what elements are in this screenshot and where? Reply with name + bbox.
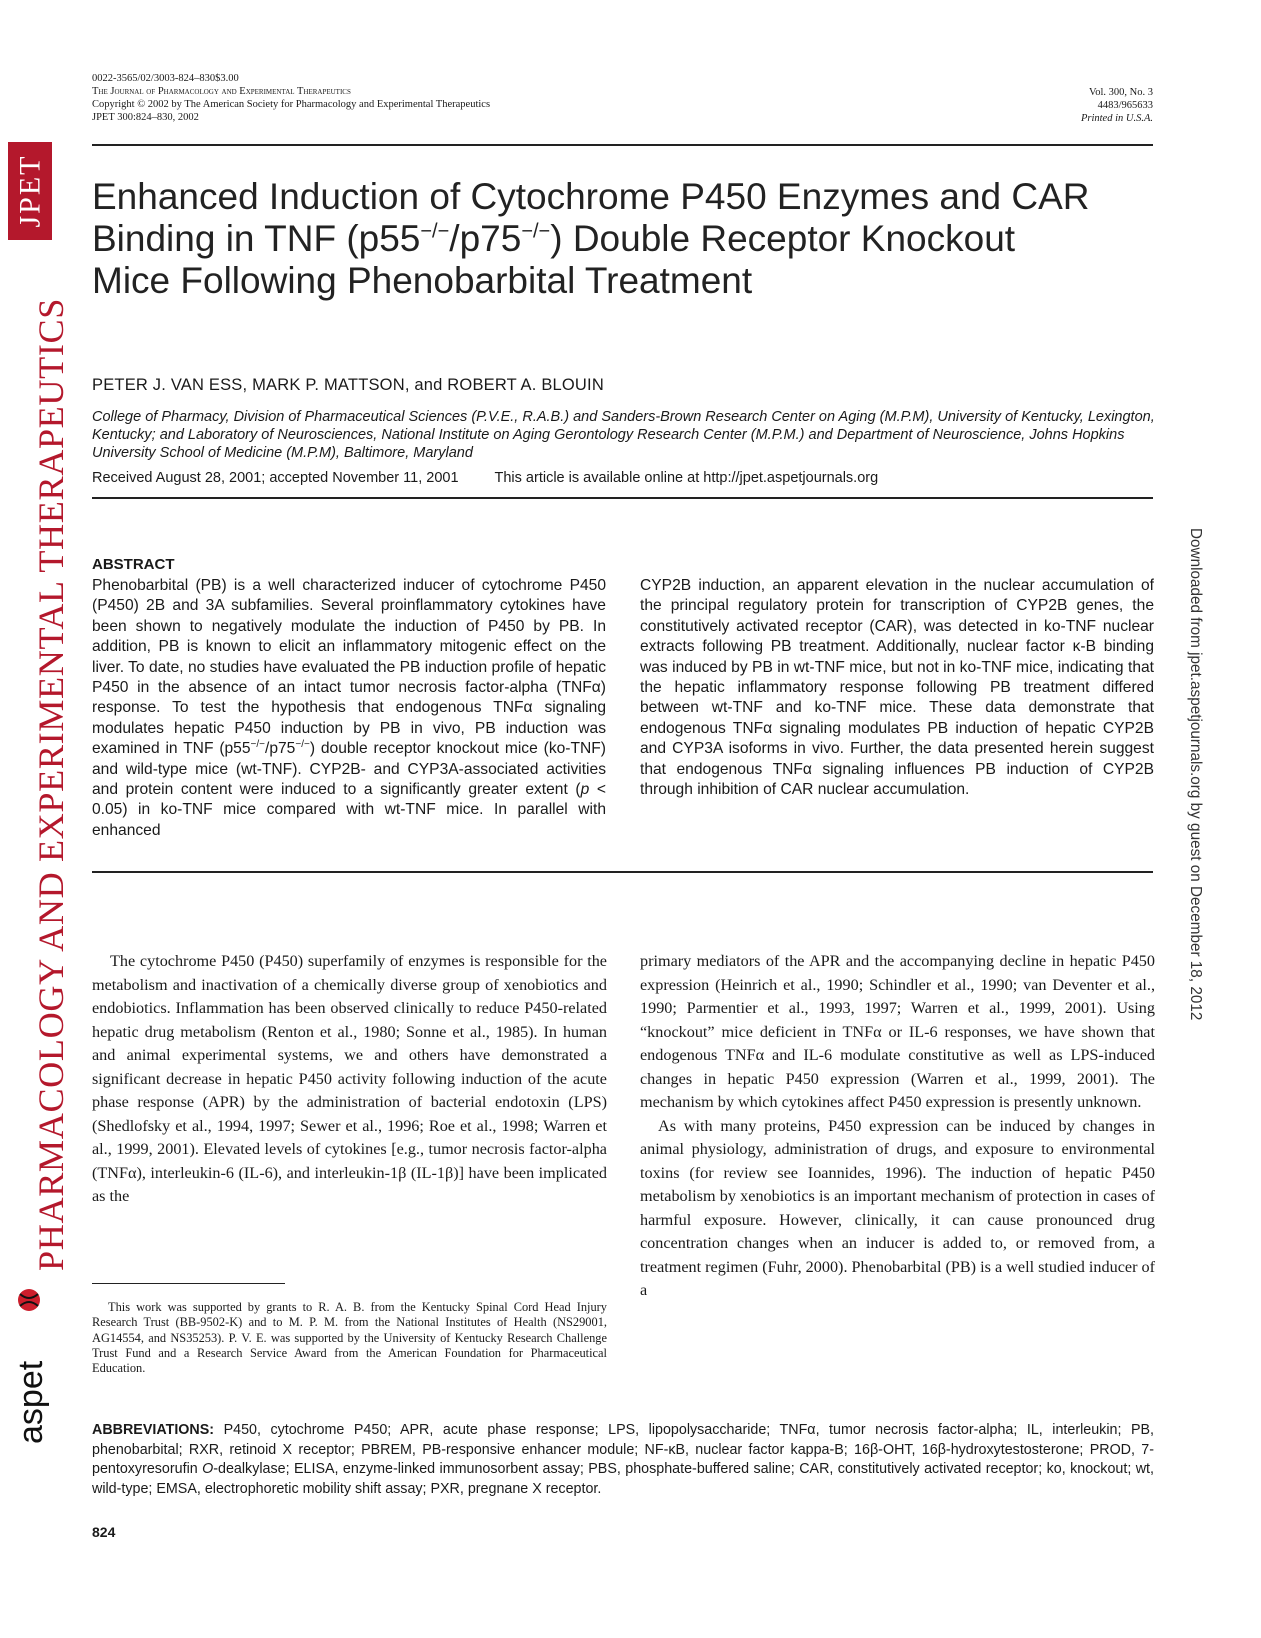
dates-line bbox=[92, 470, 878, 486]
header-copyright: Copyright © 2002 by The American Society for Pharmacology and Experimental Therapeutics bbox=[92, 99, 491, 110]
body-right-column bbox=[640, 950, 1155, 1303]
logo-globe-icon bbox=[18, 1289, 40, 1311]
abstract-left-column: Phenobarbital (PB) is a well characterized inducer of cytochrome P450 (P450) 2B and 3A subfamilies. Several proinflammatory cytokines have been shown to negatively modulate the induction of P450 by PB. In addition, PB is known to elicit an inflammatory mitogenic effect on the liver. To date, no studies have evaluated the PB induction profile of hepatic P450 in the absence of an intact tumor necrosis factor-alpha (TNFα) response. To test the hypothesis that endogenous TNFα signaling modulates hepatic P450 induction by PB in vivo, PB induction was examined in TNF (p55−/−/p75−/−) double receptor knockout mice (ko-TNF) and wild-type mice (wt-TNF). CYP2B- and CYP3A-associated activities and protein content were induced to a significantly greater extent (p < 0.05) in ko-TNF mice compared with wt-TNF mice. In parallel with enhanced bbox=[92, 577, 606, 839]
footnote-rule bbox=[92, 1283, 285, 1284]
body-left-column bbox=[92, 950, 607, 1209]
title-rule bbox=[92, 497, 1153, 499]
download-watermark: Downloaded from jpet.aspetjournals.org by guest on December 18, 2012 bbox=[1187, 528, 1204, 1021]
body-paragraph: primary mediators of the APR and the accompanying decline in hepatic P450 expression (Heinrich et al., 1990; Schindler et al., 1990; van Deventer et al., 1990; Parmentier et al., 1993, 1997; Warren et al., 1999, 2001). Using “knockout” mice deficient in TNFα or IL-6 responses, we have shown that endogenous TNFα and IL-6 modulate constitutive as well as LPS-induced changes in hepatic P450 expression (Warren et al., 1999, 2001). The mechanism by which cytokines affect P450 expression is presently unknown. bbox=[640, 952, 1155, 1111]
header-citation: JPET 300:824–830, 2002 bbox=[92, 112, 199, 123]
funding-footnote: This work was supported by grants to R. A. B. from the Kentucky Spinal Cord Head Injury Research Trust (BB-9502-K) and to M. P. M. from the National Institutes of Health (NS29001, AG14554, and NS35253). P. V. E. was supported by the University of Kentucky Research Challenge Trust Fund and a Research Service Award from the American Foundation for Pharmaceutical Education. bbox=[92, 1300, 607, 1376]
jpet-badge: JPET bbox=[13, 154, 47, 228]
journal-name-vertical: PHARMACOLOGY AND EXPERIMENTAL THERAPEUTICS bbox=[31, 298, 71, 1271]
logo-wordmark: aspet bbox=[12, 1360, 50, 1444]
affiliations: College of Pharmacy, Division of Pharmaceutical Sciences (P.V.E., R.A.B.) and Sanders-Brown Research Center on Aging (M.P.M), University of Kentucky, Lexington, Kentucky; and Laboratory of Neurosciences, National Institute on Aging Gerontology Research Center (M.P.M.) and Department of Neuroscience, Johns Hopkins University School of Medicine (M.P.M), Baltimore, Maryland bbox=[92, 409, 1155, 461]
header-printed: Printed in U.S.A. bbox=[1080, 113, 1153, 124]
abbreviations: ABBREVIATIONS: P450, cytochrome P450; APR, acute phase response; LPS, lipopolysaccharide; TNFα, tumor necrosis factor-alpha; IL, interleukin; PB, phenobarbital; RXR, retinoid X receptor; PBREM, PB-responsive enhancer module; NF-κB, nuclear factor kappa-B; 16β-OHT, 16β-hydroxytestosterone; PROD, 7-pentoxyresorufin O-dealkylase; ELISA, enzyme-linked immunosorbent assay; PBS, phosphate-buffered saline; CAR, constitutively activated receptor; ko, knockout; wt, wild-type; EMSA, electrophoretic mobility shift assay; PXR, pregnane X receptor. bbox=[92, 1422, 1155, 1497]
header-article-id: 4483/965633 bbox=[1097, 100, 1153, 111]
abstract-heading: ABSTRACT bbox=[92, 556, 175, 573]
online-availability: This article is available online at http://jpet.aspetjournals.org bbox=[494, 470, 879, 486]
received-dates: Received August 28, 2001; accepted November 11, 2001 bbox=[92, 470, 459, 486]
aspet-logo-icon bbox=[4, 1282, 54, 1452]
page-number: 824 bbox=[92, 1524, 116, 1540]
body-paragraph: As with many proteins, P450 expression can be induced by changes in animal physiology, administration of drugs, and exposure to environmental toxins (for review see Ioannides, 1996). The induction of hepatic P450 metabolism by xenobiotics is an important mechanism of protection in cases of harmful exposure. However, clinically, it can cause pronounced drug concentration changes when an inducer is added to, or removed from, a treatment regimen (Fuhr, 2000). Phenobarbital (PB) is a well studied inducer of a bbox=[640, 1116, 1155, 1299]
header-volume: Vol. 300, No. 3 bbox=[1089, 87, 1153, 98]
abstract-right-column: CYP2B induction, an apparent elevation in the nuclear accumulation of the principal regulatory protein for transcription of CYP2B genes, the constitutively activated receptor (CAR), was detected in ko-TNF nuclear extracts following PB treatment. Additionally, nuclear factor κ-B binding was induced by PB in wt-TNF mice, but not in ko-TNF mice, indicating that the hepatic inflammatory response following PB treatment differed between wt-TNF and ko-TNF mice. These data demonstrate that endogenous TNFα signaling modulates PB induction of hepatic CYP2B and CYP3A isoforms in vivo. Further, the data presented herein suggest that endogenous TNFα signaling influences PB induction of CYP2B through inhibition of CAR nuclear accumulation. bbox=[640, 577, 1154, 799]
author-list: PETER J. VAN ESS, MARK P. MATTSON, and ROBERT A. BLOUIN bbox=[92, 376, 604, 394]
header-rule bbox=[92, 144, 1153, 146]
running-header-left bbox=[92, 72, 490, 124]
aspet-logo bbox=[4, 1282, 54, 1452]
header-issn: 0022-3565/02/3003-824–830$3.00 bbox=[92, 73, 239, 84]
body-paragraph: The cytochrome P450 (P450) superfamily of enzymes is responsible for the metabolism and inactivation of a chemically diverse group of xenobiotics and endobiotics. Inflammation has been observed clinically to reduce P450-related hepatic drug metabolism (Renton et al., 1980; Sonne et al., 1985). In human and animal experimental systems, we and others have demonstrated a significant decrease in hepatic P450 activity following induction of the acute phase response (APR) by the administration of bacterial endotoxin (LPS) (Shedlofsky et al., 1994, 1997; Sewer et al., 1996; Roe et al., 1998; Warren et al., 1999, 2001). Elevated levels of cytokines [e.g., tumor necrosis factor-alpha (TNFα), interleukin-6 (IL-6), and interleukin-1β (IL-1β)] have been implicated as the bbox=[92, 952, 607, 1205]
running-header-right bbox=[1081, 86, 1153, 125]
header-journal: The Journal of Pharmacology and Experimental Therapeutics bbox=[92, 86, 351, 97]
article-title: Enhanced Induction of Cytochrome P450 Enzymes and CAR Binding in TNF (p55−/−/p75−/−) Double Receptor Knockout Mice Following Phenobarbital Treatment bbox=[92, 176, 1090, 301]
abstract-rule bbox=[92, 871, 1153, 873]
